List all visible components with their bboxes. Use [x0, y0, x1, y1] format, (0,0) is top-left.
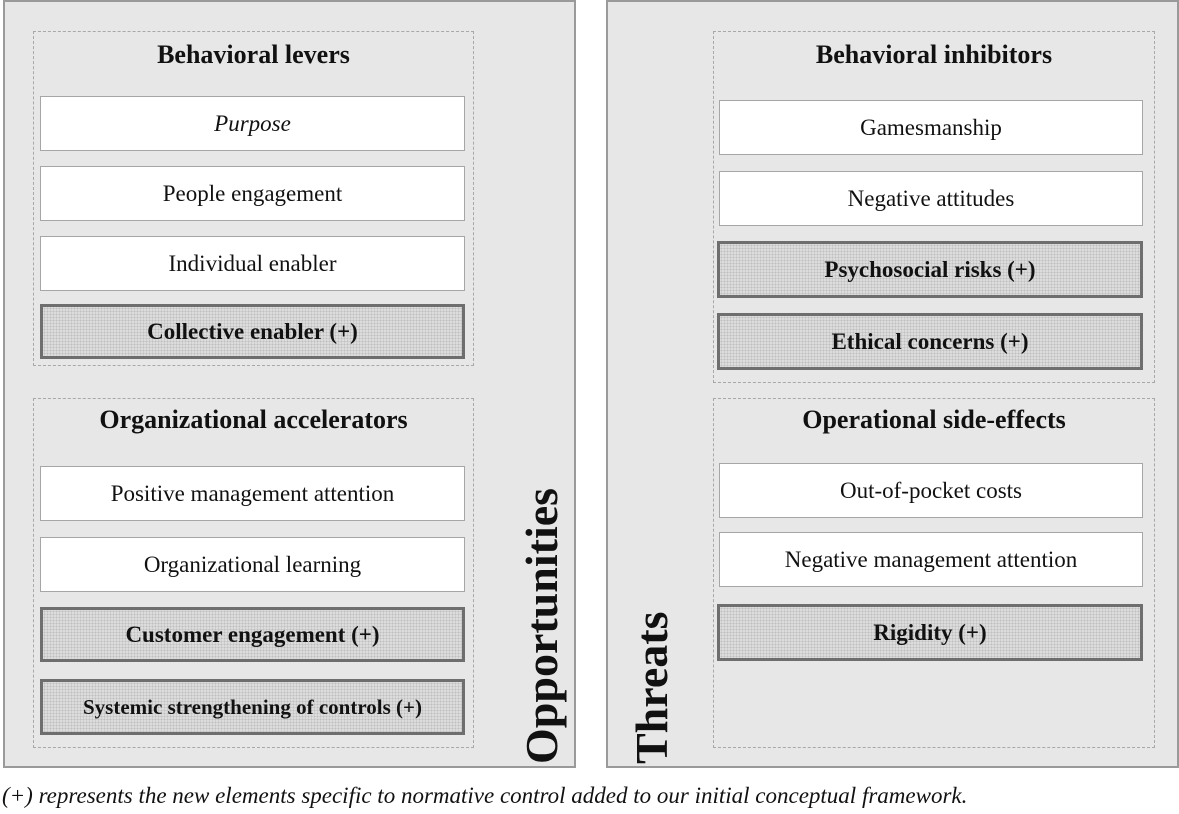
group-title: Behavioral inhibitors: [815, 40, 1053, 69]
threats-label: Threats: [626, 611, 677, 764]
opportunities-label: Opportunities: [516, 487, 567, 764]
systemic-strengthening-box: Systemic strengthening of controls (+): [40, 679, 465, 735]
psychosocial-risks-box: Psychosocial risks (+): [717, 241, 1143, 298]
individual-enabler-box: Individual enabler: [40, 236, 465, 291]
negative-attitudes-box: Negative attitudes: [719, 171, 1143, 226]
gamesmanship-box: Gamesmanship: [719, 100, 1143, 155]
footnote: (+) represents the new elements specific to normative control added to our initial conceptual framework.: [2, 783, 968, 808]
out-of-pocket-costs-box: Out-of-pocket costs: [719, 463, 1143, 518]
collective-enabler-box: Collective enabler (+): [40, 304, 465, 359]
customer-engagement-box: Customer engagement (+): [40, 607, 465, 662]
negative-management-attention-box: Negative management attention: [719, 532, 1143, 587]
people-engagement-box: People engagement: [40, 166, 465, 221]
organizational-learning-box: Organizational learning: [40, 537, 465, 592]
purpose-box: Purpose: [40, 96, 465, 151]
positive-management-attention-box: Positive management attention: [40, 466, 465, 521]
ethical-concerns-box: Ethical concerns (+): [717, 313, 1143, 370]
group-title: Operational side-effects: [802, 405, 1066, 434]
group-title: Organizational accelerators: [99, 405, 408, 434]
group-title: Behavioral levers: [157, 40, 350, 69]
rigidity-box: Rigidity (+): [717, 604, 1143, 661]
